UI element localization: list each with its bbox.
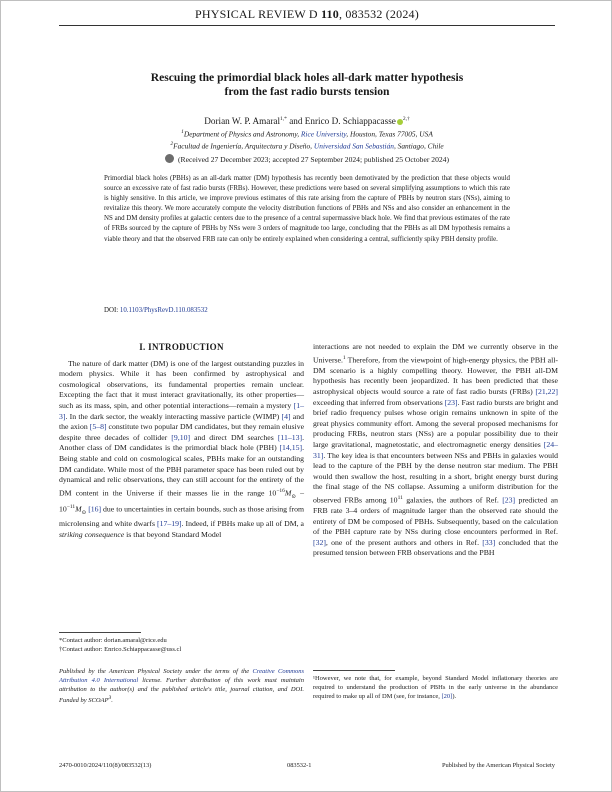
author-conjunction: and bbox=[289, 116, 303, 127]
article-id: , 083532 (2024) bbox=[338, 7, 419, 21]
footer-publisher: Published by the American Physical Society bbox=[441, 762, 555, 769]
header-divider bbox=[59, 25, 555, 26]
journal-header bbox=[1, 7, 612, 22]
publication-dates: (Received 27 December 2023; accepted 27 September 2024; published 25 October 2024) bbox=[61, 154, 553, 165]
citation-link[interactable]: [5–8] bbox=[89, 422, 107, 432]
intro-paragraph: The nature of dark matter (DM) is one of the largest outstanding puzzles in modern physics. While it has been confirmed by astrophysical and cosmological observations, its fundamental properties remain unclear. Excepting the fact that it must interact gravitationally, its other properties—such as its mass, spin, and other potential interactions—remain a mystery [1–3]. In the dark sector, the weakly interacting massive particle (WIMP) [4] and the axion [5–8] constitute two popular DM candidates, but they remain elusive despite three decades of collider [9,10] and direct DM searches [11–13]. Another class of DM candidates is the primordial black hole (PBH) [14,15]. Being stable and cold on cosmological scales, PBHs make for an outstanding DM candidate. While most of the PBH parameter space has been ruled out by dynamical and relic observations, they can still account for the entirety of the DM content in the Universe if their masses lie in the range $10^{-16}M_⊙ - 10^{-11}M_⊙$ [16] due to uncertainties in certain bounds, such as those arising from microlensing and white dwarfs [17–19]. Indeed, if PBHs make up all of DM, a striking consequence is that beyond Standard Model bbox=[59, 358, 305, 539]
abstract-text: Primordial black holes (PBHs) as an all-dark matter (DM) hypothesis has recently been demotivated by the prediction that these objects would source an excessive rate of fast radio bursts (FRBs). However, these predictions were based on several simplifying assumptions to which this rate is highly sensitive. In this article, we improve previous estimates of this rate arising from the capture of PBHs by neutron stars (NSs), aiming to revitalize this theory. We more accurately compute the velocity distribution functions of PBHs and NSs and also consider an enhancement in the NS and DM density profiles at galactic centers due to the presence of a central supermassive black hole. We find that previous estimates of the rate of FRBs sourced by the capture of PBHs by NSs were 3 orders of magnitude too large, concluding that the PBHs as all DM hypothesis remains a viable theory and that the observed FRB rate can only be entirely explained when considering a central, sufficiently spiky PBH density profile. bbox=[104, 175, 510, 243]
institution-link[interactable]: Universidad San Sebastián bbox=[313, 141, 394, 151]
page-number: 083532-1 bbox=[287, 762, 312, 769]
institution-link[interactable]: Rice University bbox=[300, 129, 347, 139]
doi-line bbox=[104, 306, 208, 316]
citation-link[interactable]: [20] bbox=[441, 693, 453, 700]
author-mark: 2,† bbox=[402, 116, 410, 122]
author-name: Dorian W. P. Amaral bbox=[204, 116, 281, 127]
contact-author-2: †Contact author: Enrico.Schiappacasse@uss.cl bbox=[59, 646, 182, 653]
footer-issn: 2470-0010/2024/110(8)/083532(13) bbox=[59, 762, 152, 769]
citation-link[interactable]: [23] bbox=[444, 397, 458, 407]
citation-link[interactable]: [9,10] bbox=[171, 432, 191, 442]
intro-paragraph-continued: interactions are not needed to explain the DM we currently observe in the Universe.$^1$ Therefore, from the viewpoint of high-energy physics, the PBH all-DM scenario is a highly compelling theory. However, the PBH all-DM hypothesis has recently been jeopardized. It has been predicted that these astrophysical objects would source a rate of fast radio bursts (FRBs) [21,22] exceeding that inferred from observations [23]. Fast radio bursts are bright and brief radio frequency pulses whose origin remains unknown in spite of the great physics community effort. Among the several proposed mechanisms for producing FRBs, neutron stars (NSs) are a popular possibility due to their large gravitational, magnetostatic, and electromagnetic energy densities [24–31]. The key idea is that encounters between NSs and PBHs in galaxies would lead to the capture of the PBH by the dense neutron star medium. The PBH would then swallow the host, resulting in a short, bright energy burst during the final stage of the NS collapse. Assuming a uniform distribution for the observed FRBs among $10^{11}$ galaxies, the authors of Ref. [23] predicted an FRB rate 3–4 orders of magnitude larger than the observed rate should the entirety of DM be composed of PBHs. Subsequently, based on the calculation of the PBH capture rate by NSs during close encounters performed in Ref. [32], one of the present authors and others in Ref. [33] concluded that the presumed tension between FRB observations and the PBH bbox=[313, 342, 559, 558]
citation-link[interactable]: [32] bbox=[313, 537, 326, 547]
citation-link[interactable]: [21,22] bbox=[535, 386, 558, 396]
contact-author-1: *Contact author: dorian.amaral@rice.edu bbox=[59, 637, 167, 644]
citation-link[interactable]: [1–3] bbox=[59, 400, 304, 421]
section-heading: I. INTRODUCTION bbox=[139, 342, 224, 352]
footnote-divider bbox=[59, 632, 141, 633]
license-link[interactable]: Creative Commons Attribution 4.0 International bbox=[59, 668, 304, 684]
affiliations bbox=[61, 127, 553, 152]
author-mark: 1,* bbox=[280, 116, 287, 122]
title-line-1: Rescuing the primordial black holes all-dark matter hypothesis bbox=[150, 71, 464, 84]
left-column bbox=[59, 342, 304, 540]
paper-title bbox=[61, 71, 553, 99]
citation-link[interactable]: [33] bbox=[482, 537, 496, 547]
citation-link[interactable]: [11–13] bbox=[277, 432, 303, 442]
abstract bbox=[104, 174, 510, 245]
author-list bbox=[61, 113, 553, 127]
citation-link[interactable]: [24–31] bbox=[313, 439, 558, 460]
author-name: Enrico D. Schiappacasse bbox=[304, 116, 396, 127]
citation-link[interactable]: [17–19] bbox=[157, 519, 182, 529]
footnote-mark[interactable]: 1 bbox=[342, 354, 346, 361]
journal-volume: 110 bbox=[320, 7, 339, 21]
citation-link[interactable]: [14,15] bbox=[279, 443, 303, 453]
citation-link[interactable]: [4] bbox=[281, 411, 291, 421]
right-column bbox=[313, 342, 558, 559]
affiliation-1: $^1$Department of Physics and Astronomy, Rice University, Houston, Texas 77005, USA bbox=[181, 129, 433, 139]
title-line-2: from the fast radio bursts tension bbox=[224, 85, 390, 98]
contact-footnotes bbox=[59, 636, 304, 654]
citation-link[interactable]: [23] bbox=[502, 495, 516, 505]
footnote: ¹However, we note that, for example, beyond Standard Model inflationary theories are required to understand the production of PBHs in the early universe in the abundance required to make up all of DM (see, for instance, [20]). bbox=[313, 675, 558, 700]
journal-name: PHYSICAL REVIEW D bbox=[195, 7, 318, 21]
crossmark-icon[interactable] bbox=[165, 154, 174, 163]
doi-link[interactable]: 10.1103/PhysRevD.110.083532 bbox=[119, 307, 208, 314]
citation-link[interactable]: [16] bbox=[88, 505, 102, 515]
doi-label: DOI: bbox=[104, 307, 119, 314]
affiliation-2: $^2$Facultad de Ingeniería, Arquitectura y Diseño, Universidad San Sebastián, Santiago, Chile bbox=[170, 141, 444, 151]
license-note: Published by the American Physical Society under the terms of the Creative Commons Attribution 4.0 International license. Further distribution of this work must maintain attribution to the author(s) and the published article's title, journal citation, and DOI. Funded by SCOAP$^3$. bbox=[59, 668, 304, 705]
footnote-divider bbox=[313, 670, 395, 671]
